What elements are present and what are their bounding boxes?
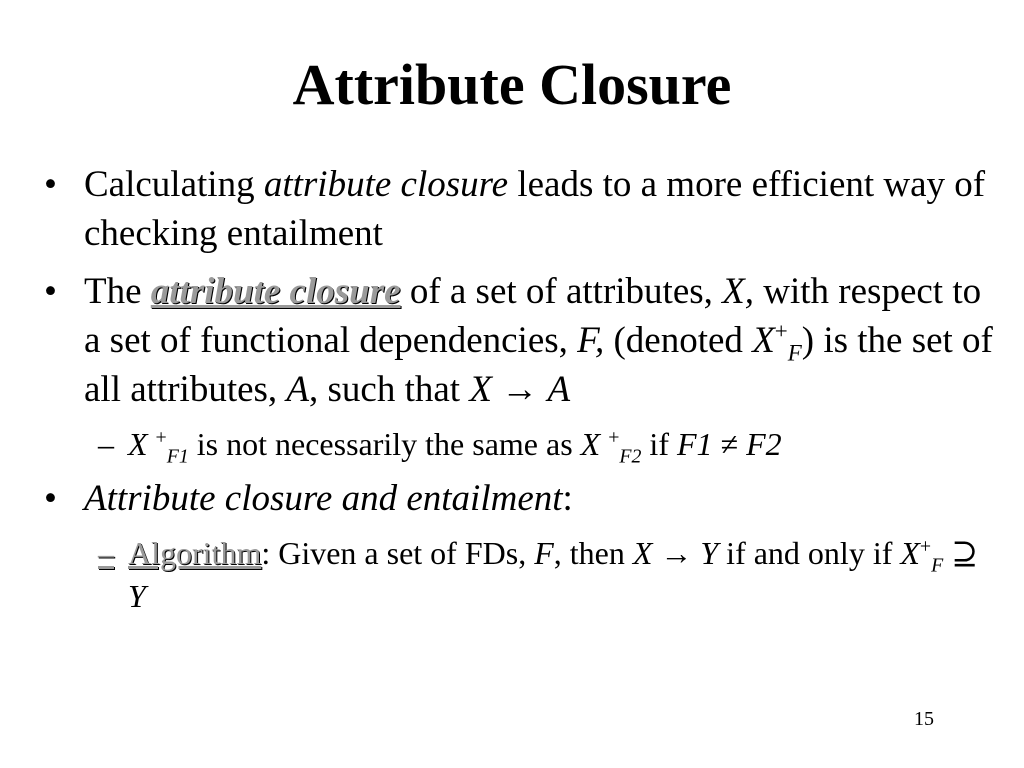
math-var-a: A bbox=[286, 369, 310, 410]
math-var-x: X bbox=[469, 369, 492, 410]
bullet-text: ) is the set of all attributes, bbox=[84, 320, 993, 410]
sub-bullet-closure-differs bbox=[44, 423, 994, 466]
closure-subscript-f1: F1 bbox=[166, 445, 189, 468]
defined-term: attribute closure bbox=[150, 271, 401, 312]
emphasis-term: Attribute closure and entailment bbox=[84, 478, 563, 519]
sub-bullet-text: if and only if bbox=[718, 535, 901, 571]
closure-subscript-f: F bbox=[931, 554, 944, 577]
arrow-symbol: → bbox=[652, 535, 701, 571]
sub-bullet-marker: – bbox=[98, 535, 114, 571]
math-var-f2: F2 bbox=[746, 426, 782, 462]
sub-bullet-marker: – bbox=[98, 426, 114, 462]
math-var-x: X bbox=[128, 426, 156, 462]
bullet-closure-entailment bbox=[44, 474, 994, 523]
bullet-text: with respect to a set of functional dependencies, bbox=[84, 271, 982, 361]
closure-plus: + bbox=[774, 318, 788, 344]
superset-symbol: ⊇ bbox=[943, 535, 979, 571]
bullet-text: Calculating bbox=[84, 164, 264, 205]
closure-plus: + bbox=[155, 426, 167, 449]
closure-plus: + bbox=[608, 426, 620, 449]
bullet-text: The bbox=[84, 271, 151, 312]
math-var-y: Y bbox=[700, 535, 719, 571]
algorithm-label: Algorithm bbox=[128, 535, 262, 571]
math-var-x: X bbox=[580, 426, 609, 462]
closure-x: X bbox=[900, 535, 920, 571]
sub-bullet-text: : Given a set of FDs, bbox=[261, 535, 535, 571]
math-var-f: F bbox=[534, 535, 554, 571]
bullet-text: : bbox=[562, 478, 573, 519]
sub-bullet-text: , then bbox=[553, 535, 633, 571]
sub-bullet-algorithm bbox=[44, 532, 994, 618]
closure-x: X bbox=[752, 320, 775, 361]
bullet-marker: • bbox=[44, 164, 57, 205]
sub-bullet-text: is not necessarily the same as bbox=[188, 426, 581, 462]
closure-plus: + bbox=[919, 535, 932, 558]
slide-title: Attribute Closure bbox=[292, 52, 732, 117]
arrow-symbol: → bbox=[491, 369, 548, 410]
math-var-y: Y bbox=[128, 578, 146, 614]
math-var-x: X, bbox=[722, 271, 755, 312]
slide-body bbox=[44, 160, 994, 626]
closure-subscript-f: F bbox=[787, 340, 802, 366]
closure-subscript-f2: F2 bbox=[619, 445, 642, 468]
bullet-text: , such that bbox=[309, 369, 470, 410]
math-var-x: X bbox=[632, 535, 653, 571]
not-equal-symbol: ≠ bbox=[712, 426, 747, 462]
bullet-text: (denoted bbox=[604, 320, 753, 361]
bullet-marker: • bbox=[44, 478, 57, 519]
math-var-f1: F1 bbox=[676, 426, 713, 462]
emphasis-term: attribute closure bbox=[263, 164, 509, 205]
bullet-calculating-closure bbox=[44, 160, 994, 258]
math-var-f: F, bbox=[577, 320, 605, 361]
bullet-text: of a set of attributes, bbox=[400, 271, 723, 312]
bullet-marker: • bbox=[44, 271, 57, 312]
page-number: 15 bbox=[914, 708, 934, 730]
math-var-a: A bbox=[547, 369, 571, 410]
sub-bullet-text: if bbox=[641, 426, 677, 462]
bullet-definition bbox=[44, 267, 994, 414]
bullet-text: leads to a more efficient way of checking entailment bbox=[84, 164, 986, 254]
